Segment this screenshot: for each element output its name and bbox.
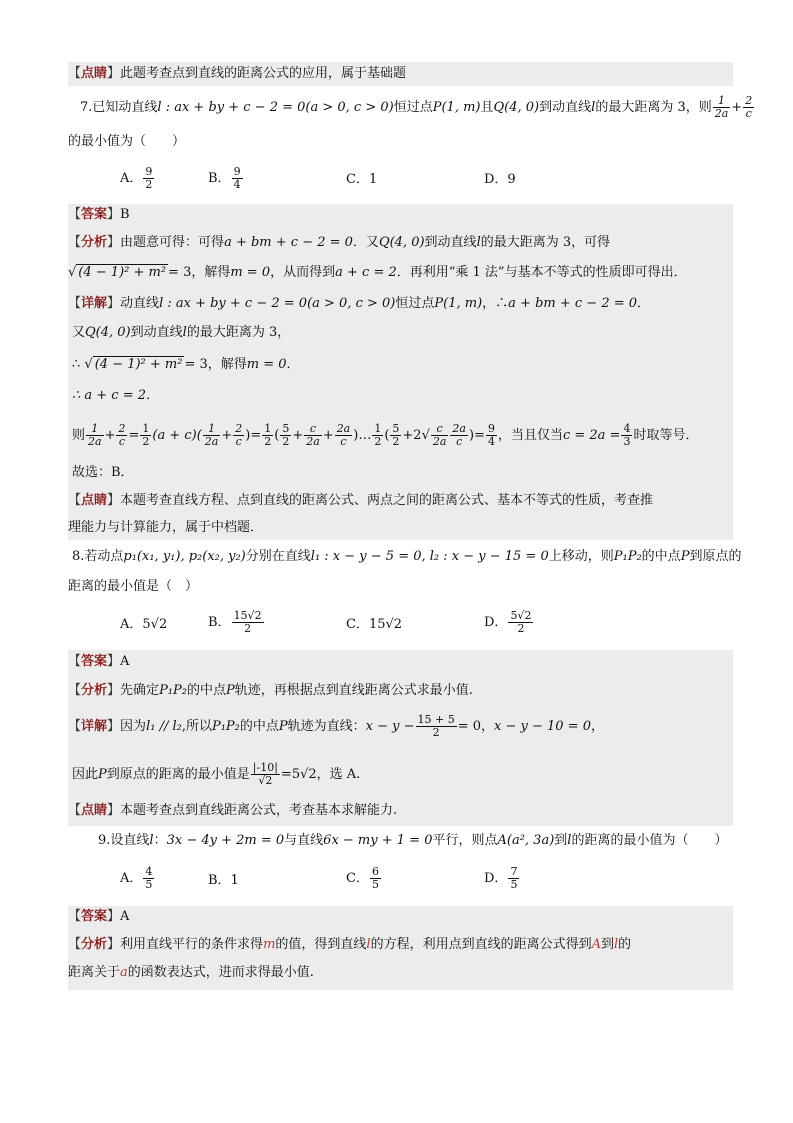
point-tag: 【点睛】 [68, 66, 121, 81]
detail-tag: 【详解】 [68, 296, 121, 311]
q9-analysis-line-1: 【分析】利用直线平行的条件求得m的值，得到直线l的方程，利用点到直线的距离公式得到A到l的 [68, 937, 632, 952]
q8-answer-line: 【答案】A [68, 654, 130, 669]
q7-detail-line-4: ∴ a + c = 2． [72, 388, 160, 403]
q8-option-a: A．5√2 [120, 617, 168, 632]
q9-option-d: D． $\frac{7}{5}$ [484, 865, 518, 891]
q8-option-b: B． $\frac{15√2}{2}$ [208, 609, 262, 635]
q7-option-d: D．9 [484, 172, 516, 187]
answer-tag: 【答案】 [68, 909, 121, 924]
q9-option-a: A． $\frac{4}{5}$ [120, 865, 153, 891]
analysis-tag: 【分析】 [68, 235, 121, 250]
analysis-tag: 【分析】 [68, 683, 121, 698]
q7-point-line-1: 【点睛】本题考查直线方程、点到直线的距离公式、两点之间的距离公式、基本不等式的性质，考查推 [68, 493, 654, 508]
analysis-tag: 【分析】 [68, 937, 121, 952]
answer-tag: 【答案】 [68, 207, 121, 222]
q7-detail-line-5: 则 $\frac{1}{2a}$ + $\frac{2}{c}$ = $\frac{1}{2}$ (a + c)( $\frac{1}{2a}$ + $\frac{2}{c}$ )= $\frac{1}{2}$ ( $\frac{5}{2}$ + $\frac{c}{2a}$ + $\frac{2a}{c}$ )… $\frac{1}{2}$ ( $\frac{5}{2}$ +2√ $\frac{c}{2a}$ $\frac{2a}{c}$ )= $\frac{9}{4}$ ，当且仅当c = 2a = $\frac{4}{3}$ 时取等号． [72, 422, 699, 448]
q7-answer-line: 【答案】B [68, 207, 130, 222]
q7-option-c: C．1 [346, 172, 378, 187]
q7-choose-line: 故选：B． [72, 465, 134, 480]
q7-point-line-2: 理能力与计算能力，属于中档题． [68, 520, 264, 535]
q7-stem-line-2: 的最小值为（ ） [68, 134, 186, 149]
q9-stem-line: 9.设直线l：3x − 4y + 2m = 0与直线6x − my + 1 = 0平行，则点A(a², 3a)到l的距离的最小值为（ ） [98, 833, 728, 848]
answer-tag: 【答案】 [68, 654, 121, 669]
q8-point-line: 【点睛】本题考查点到直线距离公式，考查基本求解能力. [68, 803, 398, 818]
q9-answer-line: 【答案】A [68, 909, 130, 924]
detail-tag: 【详解】 [68, 719, 121, 734]
q7-analysis-line-1: 【分析】由题意可得：可得a + bm + c − 2 = 0．又Q(4, 0)到动直线l的最大距离为 3，可得 [68, 235, 611, 250]
fraction: $\frac{2}{c}$ [745, 94, 753, 120]
point-tag: 【点睛】 [68, 803, 121, 818]
q9-option-c: C． $\frac{6}{5}$ [346, 865, 379, 891]
fraction: $\frac{1}{2a}$ [714, 94, 729, 120]
q7-option-b: B． $\frac{9}{4}$ [208, 165, 241, 191]
point-tag: 【点睛】 [68, 493, 121, 508]
q7-analysis-line-2: √ (4 − 1)² + m² = 3，解得m = 0，从而得到a + c = 2．再利用“乘 1 法”与基本不等式的性质即可得出． [68, 265, 687, 280]
q8-analysis-line: 【分析】先确定P₁P₂的中点P轨迹，再根据点到直线距离公式求最小值. [68, 683, 473, 698]
q7-detail-line-2: 又Q(4, 0)到动直线l的最大距离为 3， [72, 325, 291, 340]
q9-option-b: B．1 [208, 873, 239, 888]
q7-detail-line-3: ∴ √ (4 − 1)² + m² = 3，解得m = 0． [72, 357, 300, 372]
q8-stem-line-2: 距离的最小值是（ ） [68, 579, 199, 594]
q7-stem-line-1: 7.已知动直线l : ax + by + c − 2 = 0(a > 0, c > 0)恒过点P(1, m)且Q(4, 0)到动直线l的最大距离为 3，则 $\frac{1}{2a}$ + $\frac{2}{c}$ [80, 94, 753, 120]
q8-option-c: C．15√2 [346, 617, 403, 632]
q8-option-d: D． $\frac{5√2}{2}$ [484, 609, 532, 635]
q7-option-a: A． $\frac{9}{2}$ [120, 165, 153, 191]
q6-point-line: 【点睛】此题考查点到直线的距离公式的应用，属于基础题 [68, 66, 407, 81]
q8-detail-line-1: 【详解】因为l₁ // l₂,所以P₁P₂的中点P轨迹为直线：x − y − $\frac{15 + 5}{2}$ = 0，x − y − 10 = 0， [68, 713, 605, 739]
q7-detail-line-1: 【详解】动直线l : ax + by + c − 2 = 0(a > 0, c > 0)恒过点P(1, m)，∴a + bm + c − 2 = 0． [68, 296, 651, 311]
q9-analysis-line-2: 距离关于a的函数表达式，进而求得最小值. [68, 965, 314, 980]
q8-detail-line-2: 因此P到原点的距离的最小值是 $\frac{|-10|}{√2}$ =5√2，选 A. [72, 761, 361, 787]
q8-stem-line-1: 8.若动点p₁(x₁, y₁), p₂(x₂, y₂)分别在直线l₁ : x − y − 5 = 0, l₂ : x − y − 15 = 0上移动，则P₁P₂的中点P到原点的 [72, 549, 742, 564]
